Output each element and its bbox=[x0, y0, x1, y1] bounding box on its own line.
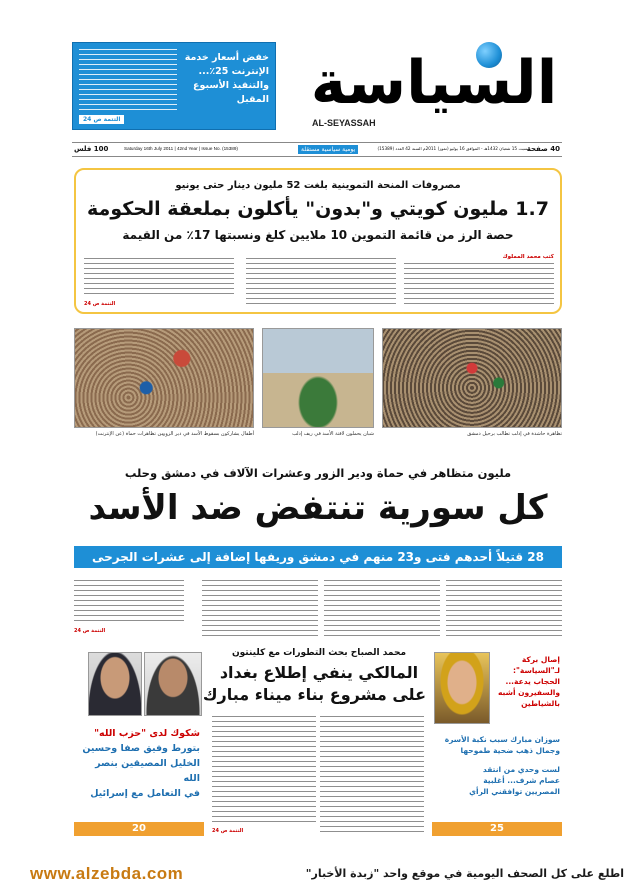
tagline: يومية سياسية مستقلة bbox=[298, 145, 358, 154]
protest-photo-1 bbox=[74, 328, 254, 428]
promo-page-ref[interactable]: التتمة ص 24 bbox=[79, 115, 124, 124]
logo-latin: AL-SEYASSAH bbox=[312, 118, 376, 128]
page-count: 40 صفحة bbox=[526, 145, 560, 153]
lead-headline: 1.7 مليون كويتي و"بدون" يأكلون بملعقة الحكومة bbox=[87, 198, 549, 220]
promo-box[interactable] bbox=[72, 42, 276, 130]
syria-banner: 28 قتيلاً أحدهم فتى و23 منهم في دمشق وريفها إضافة إلى عشرات الجرحى bbox=[74, 546, 562, 568]
footer-slogan: اطلع على كل الصحف اليومية في موقع واحد "زبدة الأخبار" bbox=[305, 867, 624, 880]
lead-page-ref[interactable]: التتمة ص 24 bbox=[84, 301, 116, 307]
syria-column-2 bbox=[324, 580, 440, 638]
iraq-column-1 bbox=[320, 716, 424, 836]
lead-story-box[interactable] bbox=[74, 168, 562, 314]
promo-headline: خفض أسعار خدمة الإنترنت 25٪... والتنفيذ الأسبوع المقبل bbox=[184, 52, 269, 105]
photo-caption-4: من تظاهرات حماة (عن الإنترنت) bbox=[95, 431, 164, 437]
right-teaser-top: إصال بركة لـ"السياسة": الحجاب يدعة... والسفيرون أشبه بالشياطين bbox=[497, 655, 560, 708]
left-teaser[interactable] bbox=[74, 648, 204, 836]
syria-page-ref[interactable]: التتمة ص 24 bbox=[74, 628, 106, 634]
left-teaser-headline: شكوك لدى "حزب الله" بتورط وفيق صفا وحسين الخليل المصيقين بنصر الله في التعامل مع إسرائيل bbox=[82, 728, 200, 799]
footer-bar bbox=[0, 852, 632, 894]
protest-photo-3 bbox=[382, 328, 562, 428]
lead-column-3 bbox=[84, 258, 234, 298]
left-teaser-page-number[interactable]: 20 bbox=[74, 822, 204, 836]
iraq-kicker: محمد الصباح بحث التطورات مع كلينتون bbox=[231, 648, 407, 658]
iraq-column-2 bbox=[212, 716, 316, 824]
lead-byline: كتب محمد المملوك bbox=[502, 254, 554, 260]
iraq-headline: المالكي ينفي إطلاع بغداد على مشروع بناء ميناء مبارك bbox=[202, 663, 426, 704]
portrait-photo-3 bbox=[434, 652, 490, 724]
syria-column-1 bbox=[446, 580, 562, 638]
syria-column-3 bbox=[202, 580, 318, 638]
syria-kicker: مليون متظاهر في حماة ودير الزور وعشرات الآلاف في دمشق وحلب bbox=[124, 466, 512, 480]
right-teaser-mid: سوزان مبارك سبب نكبة الأسرة وجمال ذهب ضحية طموحها bbox=[444, 735, 560, 755]
right-teaser[interactable] bbox=[432, 648, 562, 836]
right-teaser-low: لست وحدي من انتقد عصام شرف... أغلبية المصريين توافقني الرأي bbox=[469, 765, 560, 796]
date-arabic: السبت 15 شعبان 1432هـ - الموافق 16 يوليو (تموز) 2011م السنة 42 العدد (15389) bbox=[377, 146, 530, 151]
price: 100 فلس bbox=[74, 145, 109, 153]
lead-kicker: مصروفات المنحة التموينية بلغت 52 مليون دينار حتى يونيو bbox=[175, 180, 461, 191]
lead-subhead: حصة الرز من قائمة التموين 10 ملايين كلغ ونسبتها 17٪ من القيمة bbox=[122, 228, 514, 242]
date-bar bbox=[72, 142, 562, 157]
promo-body-text bbox=[79, 49, 177, 115]
right-teaser-page-number[interactable]: 25 bbox=[432, 822, 562, 836]
iraq-page-ref[interactable]: التتمة ص 24 bbox=[212, 828, 244, 834]
photo-caption-3: أطفال يشاركون بسقوط الأسد في دير الزور bbox=[162, 431, 254, 437]
logo-arabic: السياسة bbox=[310, 48, 558, 118]
lead-column-2 bbox=[246, 258, 396, 308]
portrait-photo-2 bbox=[144, 652, 202, 716]
photo-caption-1: تظاهرة حاشدة في إدلب تطالب برحيل دمشق bbox=[467, 431, 562, 437]
portrait-photo-1 bbox=[88, 652, 142, 716]
protest-photo-2 bbox=[262, 328, 374, 428]
syria-column-4 bbox=[74, 580, 184, 624]
footer-website-link[interactable]: www.alzebda.com bbox=[30, 864, 184, 883]
date-english: Saturday 16th July 2011 | 42nd Year | Issue No. (15389) bbox=[124, 146, 238, 151]
lead-column-1 bbox=[404, 263, 554, 307]
syria-headline: كل سورية تنتفض ضد الأسد bbox=[88, 488, 548, 528]
masthead-logo bbox=[300, 30, 568, 130]
photo-caption-2: شبان يحملون لافتة الأسد في ريف إدلب bbox=[292, 431, 374, 437]
